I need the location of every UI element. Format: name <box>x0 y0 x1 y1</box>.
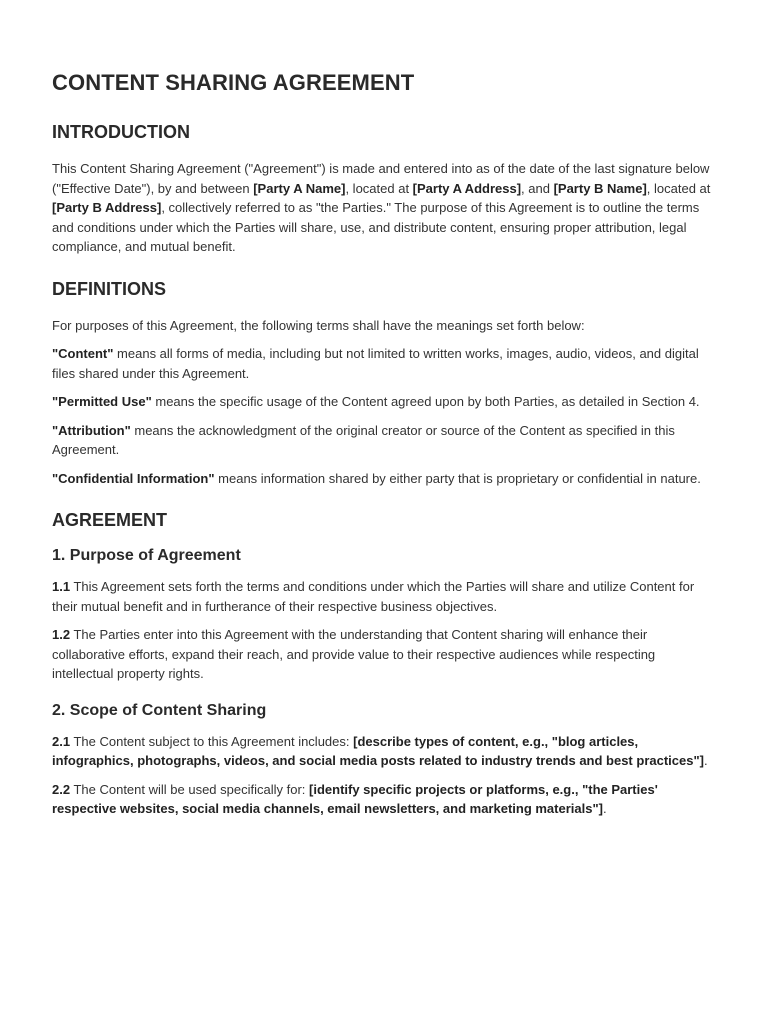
definition-item <box>52 469 718 489</box>
party-a-name: [Party A Name] <box>253 180 346 196</box>
definition-text: means information shared by either party that is proprietary or confidential in nature. <box>214 470 701 486</box>
intro-text-4: , located at <box>646 180 711 196</box>
introduction-heading: INTRODUCTION <box>52 122 190 142</box>
clause-end: . <box>602 801 607 816</box>
party-b-name: [Party B Name] <box>553 180 647 196</box>
clause-end: . <box>703 753 708 768</box>
intro-text-2: , located at <box>345 180 413 196</box>
clause-placeholder: [identify specific projects or platforms, e.g., "the Parties' respective websites, social media channels, email newsletters, and marketing materials"] <box>52 781 658 816</box>
clause-1-2 <box>52 625 718 684</box>
agreement-section <box>52 510 718 819</box>
document-title: CONTENT SHARING AGREEMENT <box>52 70 415 95</box>
definition-item <box>52 421 718 460</box>
clause-placeholder: [describe types of content, e.g., "blog articles, infographics, photographs, videos, and social media posts related to industry trends and best practices"] <box>52 733 704 768</box>
agreement-heading: AGREEMENT <box>52 510 168 530</box>
scope-subsection <box>52 702 718 819</box>
clause-text: The Content subject to this Agreement includes: <box>70 733 354 749</box>
definitions-section <box>52 279 718 489</box>
intro-text-1: This Content Sharing Agreement ("Agreement") is made and entered into as of the date of the last signature below ("Effective Date"), by and between <box>52 161 710 196</box>
scope-heading: 2. Scope of Content Sharing <box>52 701 267 719</box>
definition-text: means the acknowledgment of the original creator or source of the Content as specified in this Agreement. <box>52 422 675 457</box>
intro-text-3: , and <box>521 180 554 196</box>
clause-number: 2.2 <box>52 781 71 797</box>
definitions-heading: DEFINITIONS <box>52 278 167 299</box>
definition-item <box>52 344 718 383</box>
clause-1-1 <box>52 577 718 616</box>
definition-term: "Content" <box>52 346 114 361</box>
definition-term: "Confidential Information" <box>52 470 215 486</box>
intro-text-5: , collectively referred to as "the Parties." The purpose of this Agreement is to outline the terms and conditions under which the Parties will share, use, and distribute content, ensuring proper attribution, legal compliance, and mutual benefit. <box>52 200 700 254</box>
clause-number: 1.1 <box>52 579 71 594</box>
introduction-paragraph <box>52 159 718 257</box>
clause-text: This Agreement sets forth the terms and conditions under which the Parties will share and utilize Content for their mutual benefit and in furtherance of their respective business objectives. <box>52 579 695 614</box>
clause-text: The Content will be used specifically for: <box>70 781 310 797</box>
purpose-subsection <box>52 547 718 684</box>
definition-text: means the specific usage of the Content agreed upon by both Parties, as detailed in Section 4. <box>151 394 700 409</box>
clause-2-1 <box>52 732 718 771</box>
clause-number: 2.1 <box>52 733 71 749</box>
clause-number: 1.2 <box>52 627 71 642</box>
definition-item <box>52 392 718 412</box>
clause-2-2 <box>52 780 718 819</box>
clause-text: The Parties enter into this Agreement with the understanding that Content sharing will enhance their collaborative efforts, expand their reach, and provide value to their respective audiences while respecting intellectual property rights. <box>52 627 656 681</box>
definitions-intro: For purposes of this Agreement, the following terms shall have the meanings set forth below: <box>52 317 585 333</box>
introduction-section <box>52 122 718 257</box>
purpose-heading: 1. Purpose of Agreement <box>52 547 241 564</box>
definition-term: "Attribution" <box>52 422 131 438</box>
party-b-address: [Party B Address] <box>52 200 162 215</box>
definition-term: "Permitted Use" <box>52 394 152 409</box>
party-a-address: [Party A Address] <box>412 180 522 196</box>
definition-text: means all forms of media, including but not limited to written works, images, audio, videos, and digital files shared under this Agreement. <box>52 346 699 381</box>
